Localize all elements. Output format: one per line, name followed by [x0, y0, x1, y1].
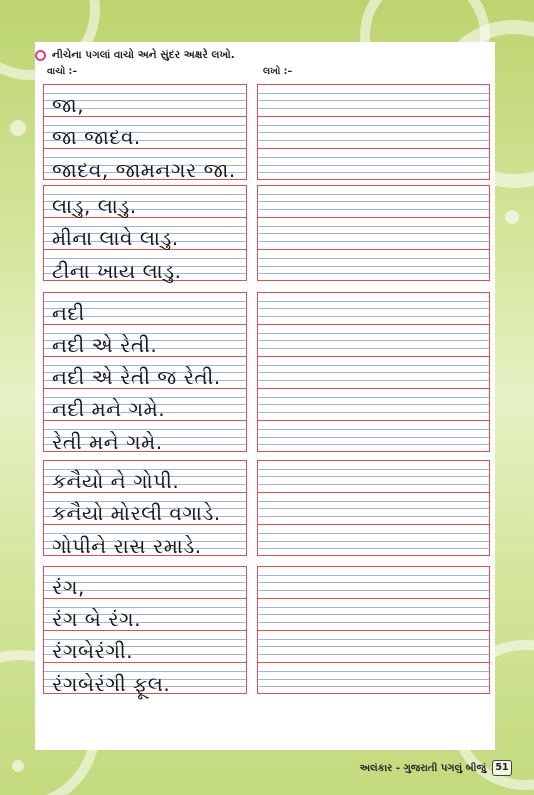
decor-dot: [10, 120, 26, 136]
book-title: અલંકાર - ગુજરાતી પગલું બીજું: [359, 762, 486, 774]
practice-sentence: નદી એ રેતી.: [52, 333, 158, 357]
practice-sentence: રંગ,: [52, 575, 85, 599]
write-line[interactable]: [258, 85, 489, 117]
instruction: [35, 47, 235, 63]
read-line: [44, 493, 246, 525]
write-line[interactable]: [258, 421, 489, 453]
read-line: [44, 663, 246, 695]
worksheet-page: [35, 42, 495, 750]
write-line[interactable]: [258, 325, 489, 357]
instruction-text: નીચેના પગલાં વાચો અને સુંદર અક્ષરે લખો.: [52, 48, 235, 61]
write-line[interactable]: [258, 493, 489, 525]
write-box: [257, 185, 490, 281]
read-line: [44, 421, 246, 453]
practice-sentence: નદી એ રેતી જ રેતી.: [52, 365, 221, 389]
bullet-icon: [35, 50, 46, 61]
read-line: [44, 461, 246, 493]
write-line[interactable]: [258, 567, 489, 599]
write-box: [257, 292, 490, 452]
read-line: [44, 149, 246, 181]
read-line: [44, 357, 246, 389]
write-line[interactable]: [258, 599, 489, 631]
write-box: [257, 84, 490, 180]
write-box: [257, 460, 490, 556]
page-footer: [360, 760, 512, 776]
practice-sentence: મીના લાવે લાડુ.: [52, 226, 179, 250]
practice-sentence: રંગ બે રંગ.: [52, 607, 142, 631]
read-line: [44, 85, 246, 117]
read-box: [43, 566, 247, 694]
write-label: લખો :–: [263, 66, 293, 77]
write-line[interactable]: [258, 186, 489, 218]
write-line[interactable]: [258, 218, 489, 250]
read-box: [43, 185, 247, 281]
practice-sentence: કનૈયો મોરલી વગાડે.: [52, 501, 221, 525]
read-box: [43, 460, 247, 556]
write-line[interactable]: [258, 461, 489, 493]
read-box: [43, 84, 247, 180]
write-box: [257, 566, 490, 694]
write-line[interactable]: [258, 631, 489, 663]
read-line: [44, 117, 246, 149]
page-number: 51: [492, 760, 512, 776]
practice-sentence: રંગબેરંગી.: [52, 639, 134, 663]
read-line: [44, 567, 246, 599]
practice-sentence: ગોપીને રાસ રમાડે.: [52, 534, 202, 558]
read-line: [44, 631, 246, 663]
read-line: [44, 525, 246, 557]
practice-sentence: નદી મને ગમે.: [52, 397, 166, 421]
decor-dot: [12, 760, 24, 772]
write-line[interactable]: [258, 663, 489, 695]
read-line: [44, 186, 246, 218]
read-line: [44, 293, 246, 325]
practice-sentence: ટીના ખાય લાડુ.: [52, 259, 182, 283]
practice-sentence: રેતી મને ગમે.: [52, 430, 163, 454]
read-label: વાચો :–: [47, 66, 78, 77]
decor-dot: [505, 210, 519, 224]
write-line[interactable]: [258, 149, 489, 181]
practice-sentence: કનૈયો ને ગોપી.: [52, 469, 180, 493]
write-line[interactable]: [258, 357, 489, 389]
read-box: [43, 292, 247, 452]
practice-sentence: નદી: [52, 301, 85, 325]
write-line[interactable]: [258, 293, 489, 325]
write-line[interactable]: [258, 389, 489, 421]
write-line[interactable]: [258, 250, 489, 282]
practice-sentence: લાડુ, લાડુ.: [52, 194, 137, 218]
write-line[interactable]: [258, 525, 489, 557]
read-line: [44, 325, 246, 357]
practice-sentence: જાદવ, જામનગર જા.: [52, 158, 236, 182]
practice-sentence: રંગબેરંગી ફૂલ.: [52, 672, 171, 696]
write-line[interactable]: [258, 117, 489, 149]
read-line: [44, 599, 246, 631]
read-line: [44, 389, 246, 421]
read-line: [44, 250, 246, 282]
practice-sentence: જા,: [52, 93, 85, 117]
read-line: [44, 218, 246, 250]
practice-sentence: જા જાદવ.: [52, 125, 141, 149]
